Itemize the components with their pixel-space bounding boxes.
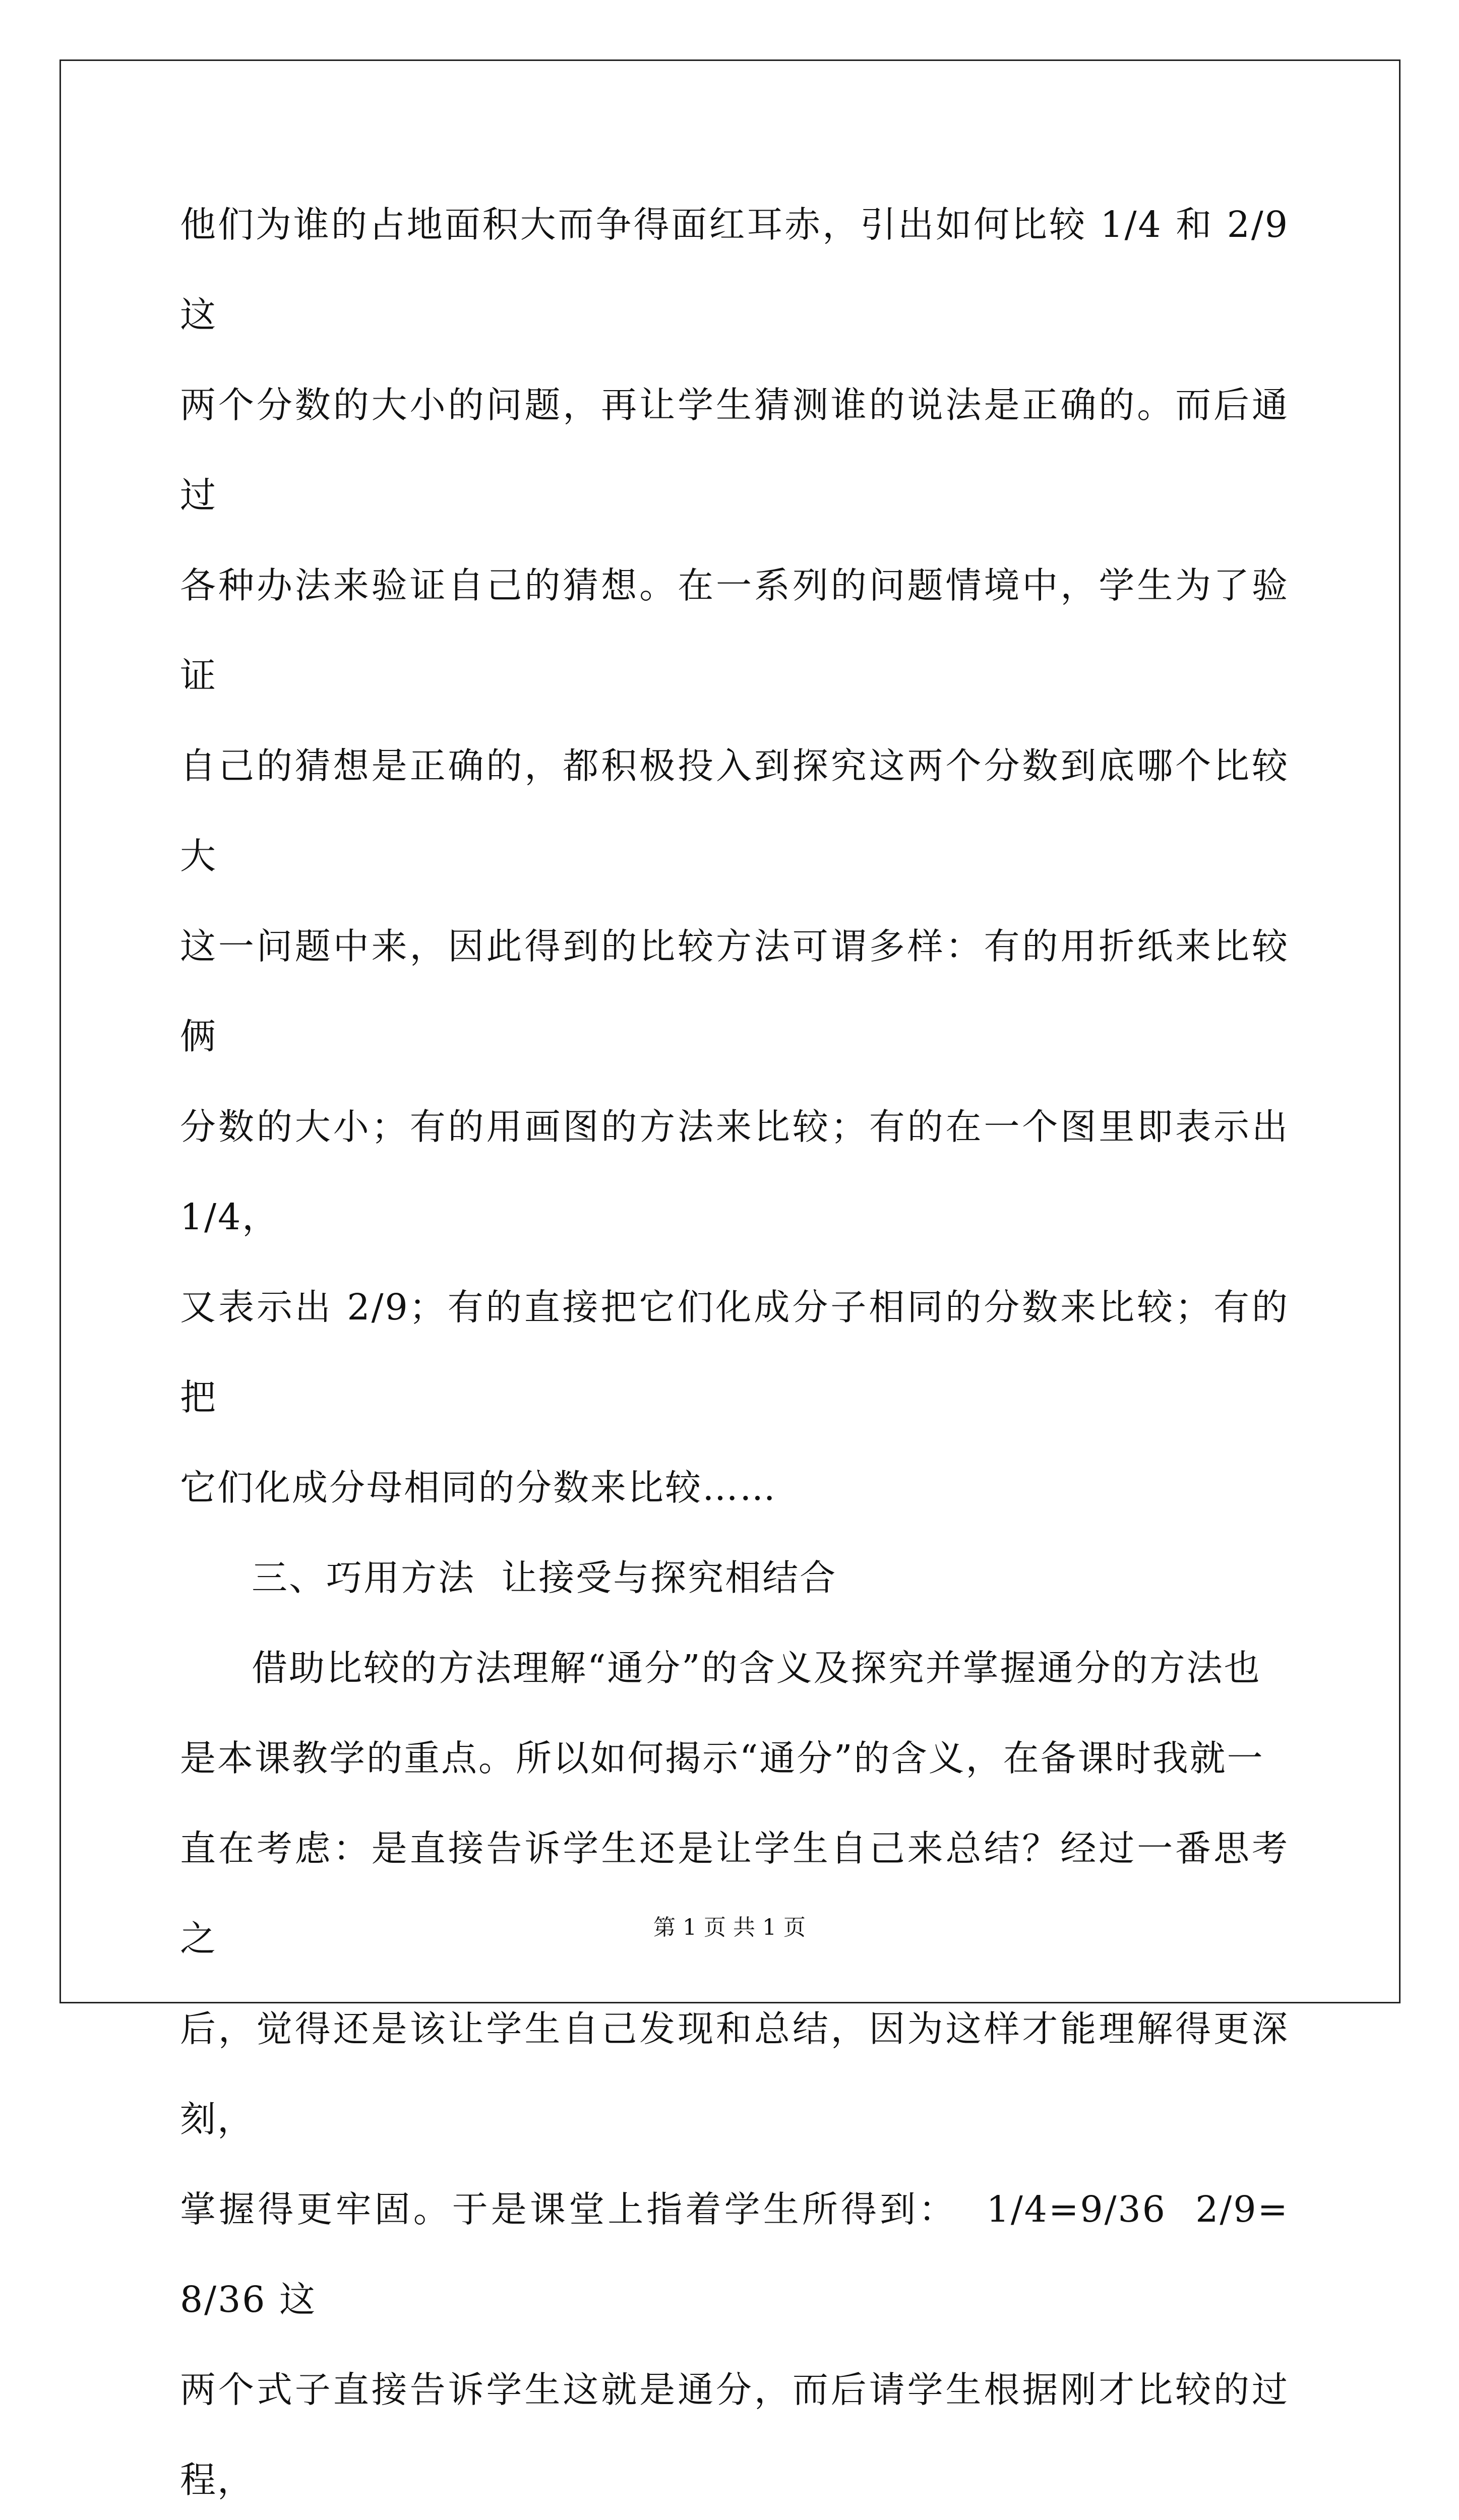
paragraph-1	[180, 179, 1302, 1533]
text-line: 掌握得更牢固。于是课堂上指着学生所得到： 1/4=9/36 2/9=8/36 这	[180, 2188, 1289, 2320]
page-number-label: 第 1 页 共 1 页	[653, 1915, 806, 1940]
text-line: 又表示出 2/9；有的直接把它们化成分子相同的分数来比较；有的把	[180, 1286, 1289, 1418]
page-footer	[0, 1913, 1459, 1943]
text-line: 两个分数的大小的问题，再让学生猜测谁的说法是正确的。而后通过	[180, 384, 1289, 516]
text-line: 分数的大小；有的用画图的方法来比较；有的在一个图里即表示出 1/4，	[180, 1106, 1302, 1238]
text-line: 自己的猜想是正确的，都积极投入到探究这两个分数到底哪个比较大	[180, 745, 1289, 877]
text-line: 是本课教学的重点。所以如何揭示“通分”的含义，在备课时我就一	[180, 1737, 1264, 1779]
paragraph-2	[180, 1623, 1289, 2520]
text-line: 这一问题中来，因此得到的比较方法可谓多样：有的用折纸来比较俩	[180, 925, 1289, 1057]
text-line: 后，觉得还是该让学生自己发现和总结，因为这样才能理解得更深刻，	[180, 2008, 1289, 2140]
text-line: 它们化成分母相同的分数来比较……	[180, 1467, 777, 1508]
text-line: 借助比较的方法理解“通分”的含义及探究并掌握通分的方法也	[252, 1647, 1261, 1689]
text-line: 直在考虑：是直接告诉学生还是让学生自己来总结？经过一番思考之	[180, 1828, 1289, 1960]
text-line: 两个式子直接告诉学生这就是通分，而后请学生根据刚才比较的过程，	[180, 2369, 1289, 2501]
section-heading	[180, 1533, 1289, 1623]
text-line: 各种办法来验证自己的猜想。在一系列的问题情境中，学生为了验证	[180, 564, 1289, 697]
text-line: 他们为谁的占地面积大而争得面红耳赤，引出如何比较 1/4 和 2/9 这	[180, 204, 1302, 336]
text-line: 三、巧用方法 让接受与探究相结合	[252, 1557, 837, 1599]
document-body	[180, 179, 1302, 2520]
